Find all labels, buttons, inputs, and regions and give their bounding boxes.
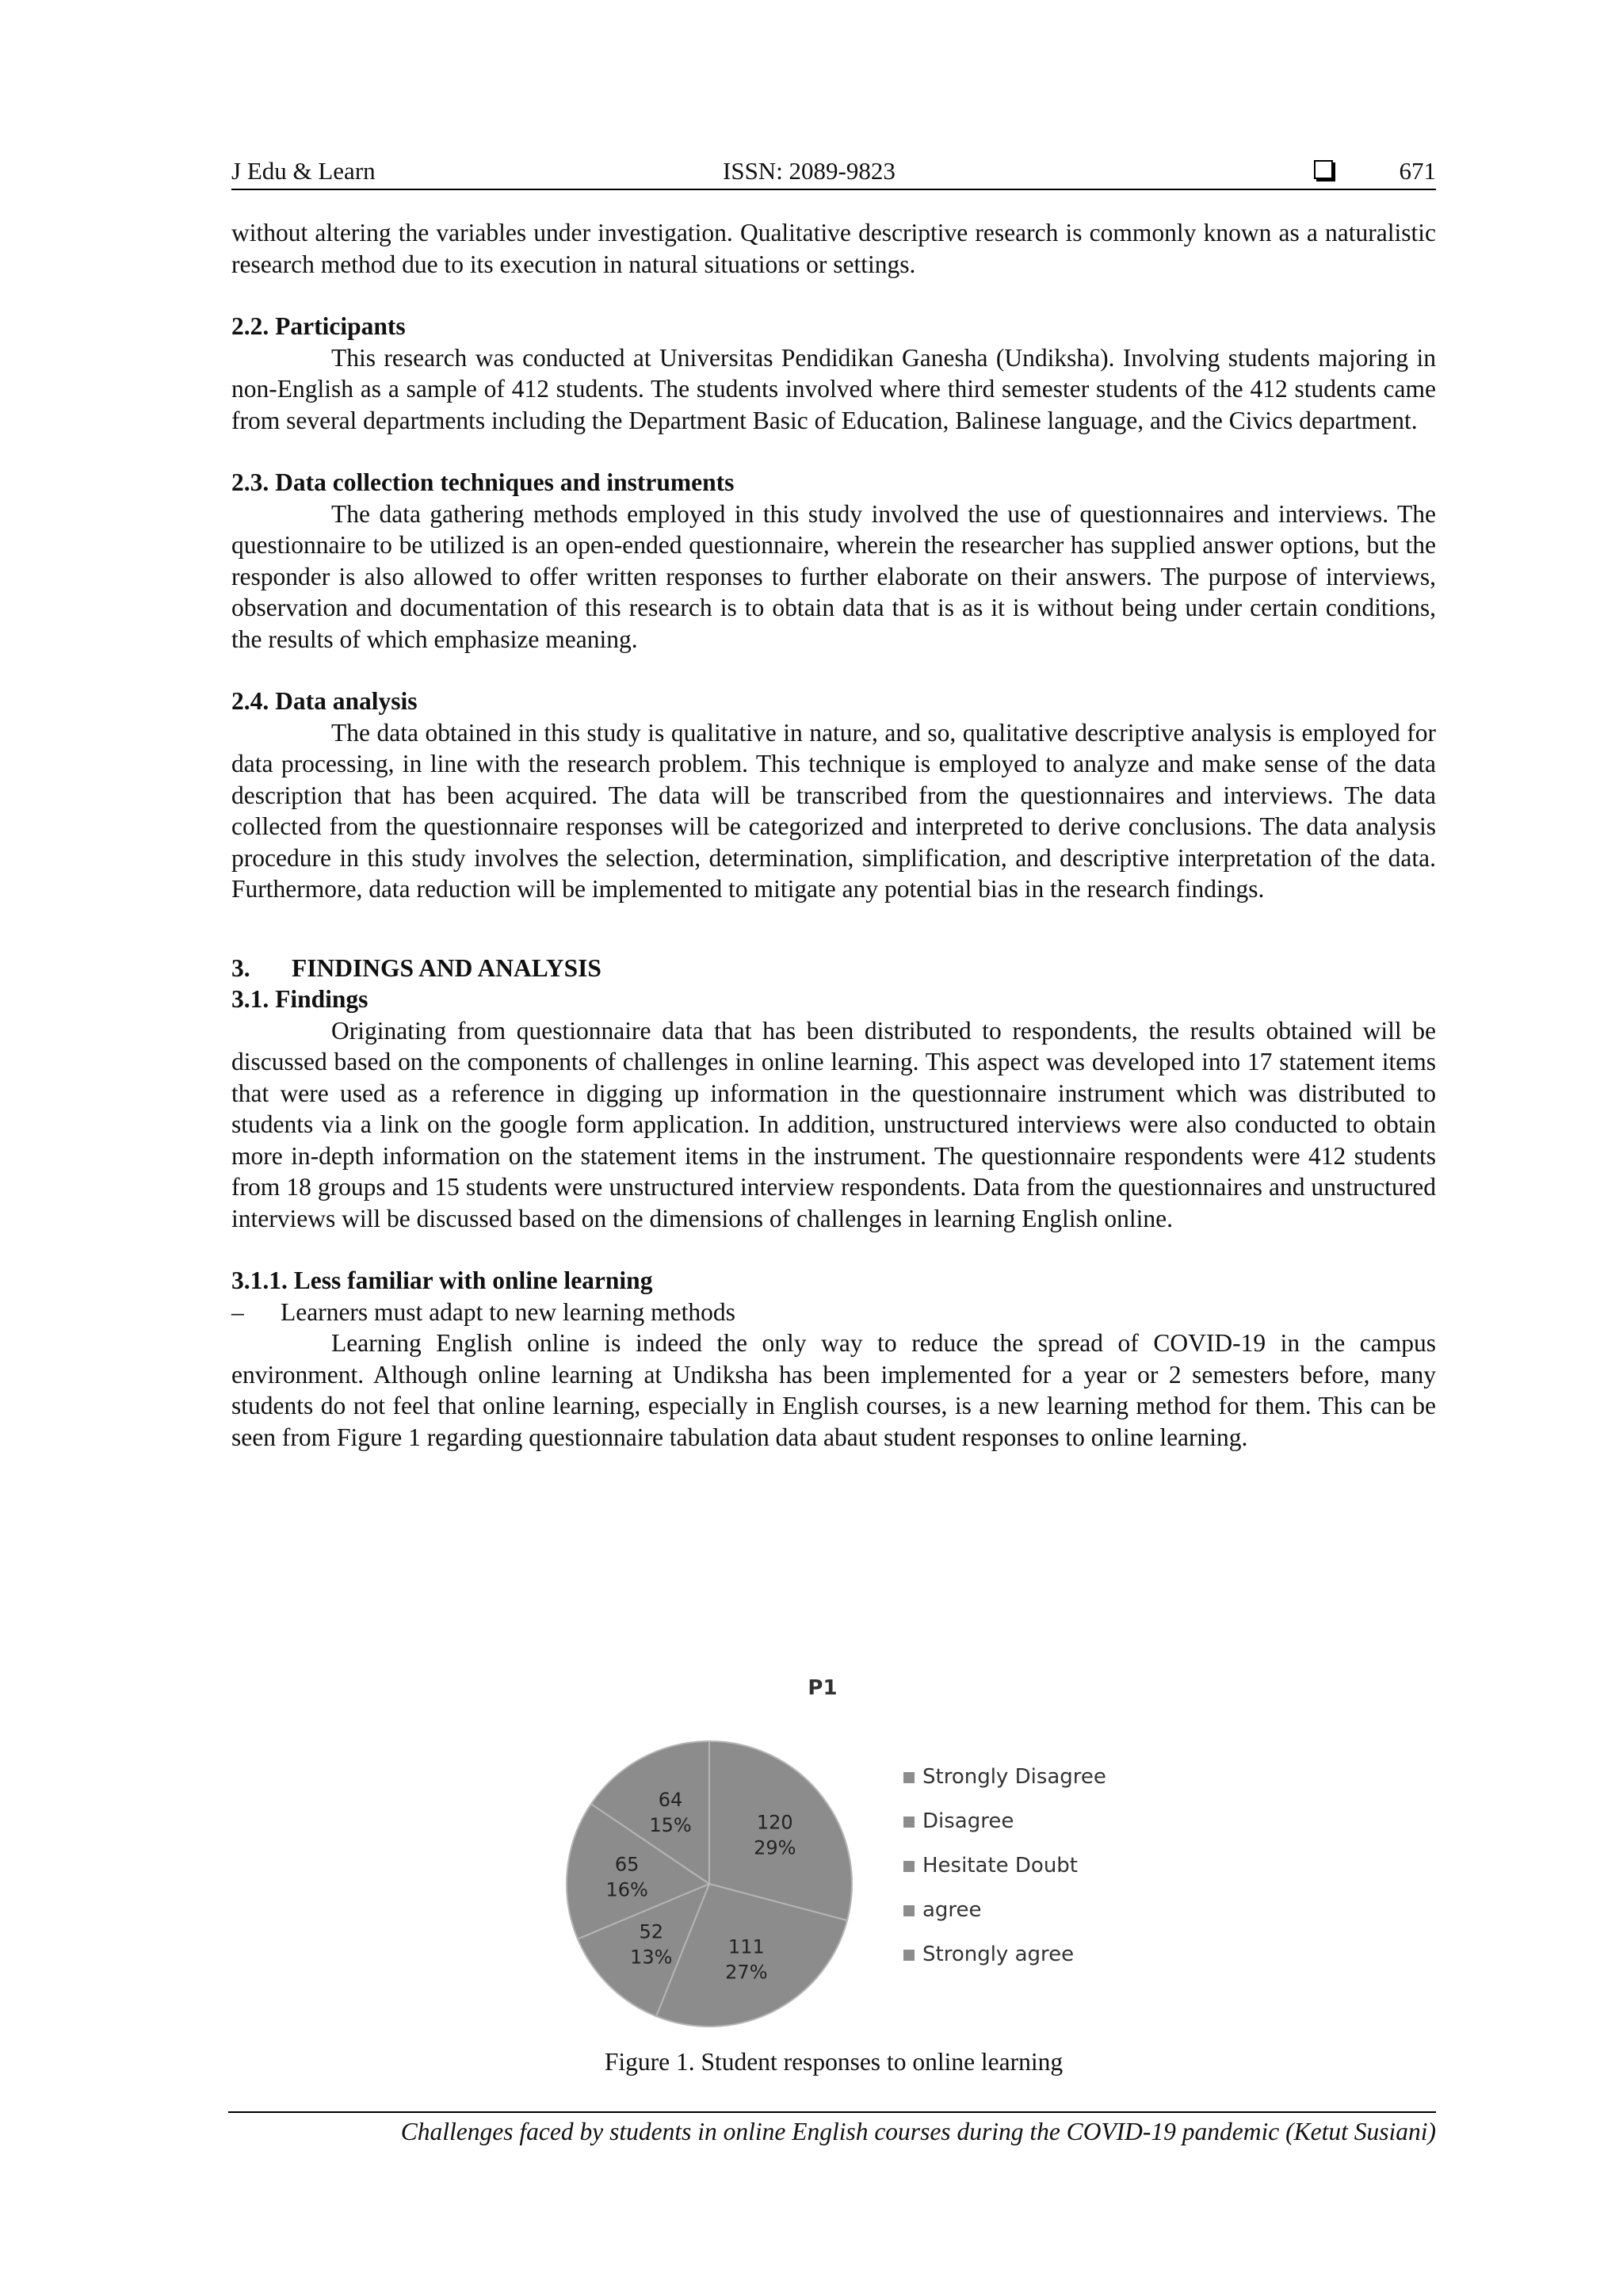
chart-title: P1 bbox=[808, 1676, 838, 1700]
pie-value-label-2: 52 bbox=[639, 1920, 664, 1943]
findings-paragraph: Originating from questionnaire data that has been distributed to respondents, the results obtained will be discussed based on the components of challenges in online learning. This aspect was developed into 17 statement items that were used as a reference in digging up information in the questionnaire instrument which was distributed to students via a link on the google form application. In addition, unstructured interviews were also conducted to obtain more in-depth information on the statement items in the instrument. The questionnaire respondents were 412 students from 18 groups and 15 students were unstructured interview respondents. Data from the questionnaires and unstructured interviews will be discussed based on the dimensions of challenges in learning English online. bbox=[231, 1016, 1436, 1232]
bullet-dash: – bbox=[231, 1297, 244, 1326]
legend-label-0: Strongly Disagree bbox=[922, 1765, 1106, 1789]
pie-value-label-0: 120 bbox=[756, 1811, 793, 1834]
running-header bbox=[231, 157, 1436, 190]
legend-label-4: Strongly agree bbox=[922, 1943, 1075, 1966]
participants-heading: 2.2. Participants bbox=[231, 312, 406, 340]
running-footer: Challenges faced by students in online English courses during the COVID-19 pandemic (Ketut Susiani) bbox=[228, 2111, 1436, 2146]
section-3-heading bbox=[231, 953, 1436, 984]
data-collection-paragraph: The data gathering methods employed in this study involved the use of questionnaires and interviews. The questionnaire to be utilized is an open-ended questionnaire, wherein the researcher has supplied answer options, but the responder is also allowed to offer written responses to further elaborate on their answers. The purpose of interviews, observation and documentation of this research is to obtain data that is as it is without being under certain conditions, the results of which emphasize meaning. bbox=[231, 499, 1436, 653]
intro-paragraph: without altering the variables under investigation. Qualitative descriptive research is commonly known as a naturalistic research method due to its execution in natural situations or settings. bbox=[231, 219, 1436, 278]
page-number: 671 bbox=[1399, 157, 1436, 185]
legend-swatch-0 bbox=[903, 1772, 915, 1783]
pie-value-label-1: 111 bbox=[727, 1935, 765, 1958]
bullet-text: Learners must adapt to new learning methods bbox=[281, 1297, 735, 1326]
issn: ISSN: 2089-9823 bbox=[723, 157, 896, 185]
section-3-title: FINDINGS AND ANALYSIS bbox=[292, 953, 601, 982]
legend-swatch-3 bbox=[903, 1905, 915, 1916]
pie-percent-label-1: 27% bbox=[725, 1961, 768, 1984]
pie-percent-label-4: 15% bbox=[649, 1813, 692, 1836]
legend-label-1: Disagree bbox=[922, 1809, 1014, 1833]
checkbox-square-icon bbox=[1314, 160, 1333, 179]
participants-paragraph: This research was conducted at Universitas Pendidikan Ganesha (Undiksha). Involving students majoring in non-English as a sample of 412 students. The students involved where third semester students of the 412 students came from several departments including the Department Basic of Education, Balinese language, and the Civics department. bbox=[231, 343, 1436, 434]
journal-name: J Edu & Learn bbox=[231, 157, 376, 185]
data-collection-heading: 2.3. Data collection techniques and instruments bbox=[231, 468, 735, 496]
legend-swatch-1 bbox=[903, 1817, 915, 1828]
legend-swatch-2 bbox=[903, 1861, 915, 1872]
legend-label-3: agree bbox=[922, 1898, 982, 1922]
section-3-number: 3. bbox=[231, 953, 250, 982]
pie-percent-label-3: 16% bbox=[605, 1878, 648, 1901]
bullet-item bbox=[231, 1297, 1436, 1328]
findings-heading: 3.1. Findings bbox=[231, 985, 369, 1013]
pie-value-label-4: 64 bbox=[658, 1788, 683, 1811]
figure-caption: Figure 1. Student responses to online learning bbox=[604, 2048, 1064, 2076]
figure-1 bbox=[555, 1656, 1157, 2053]
pie-percent-label-0: 29% bbox=[754, 1836, 796, 1859]
legend-swatch-4 bbox=[903, 1950, 915, 1961]
pie-value-label-3: 65 bbox=[614, 1853, 640, 1876]
body-text bbox=[231, 217, 1436, 1453]
pie-percent-label-2: 13% bbox=[630, 1946, 673, 1969]
data-analysis-heading: 2.4. Data analysis bbox=[231, 687, 418, 715]
data-analysis-paragraph: The data obtained in this study is qualitative in nature, and so, qualitative descriptive analysis is employed for data processing, in line with the research problem. This technique is employed to analyze and make sense of the data description that has been acquired. The data will be transcribed from the questionnaires and interviews. The data collected from the questionnaire responses will be categorized and interpreted to derive conclusions. The data analysis procedure in this study involves the selection, determination, simplification, and descriptive interpretation of the data. Furthermore, data reduction will be implemented to mitigate any potential bias in the research findings. bbox=[231, 718, 1436, 903]
online-learning-paragraph: Learning English online is indeed the only way to reduce the spread of COVID-19 in the campus environment. Although online learning at Undiksha has been implemented for a year or 2 semesters before, many students do not feel that online learning, especially in English courses, is a new learning method for them. This can be seen from Figure 1 regarding questionnaire tabulation data abaut student responses to online learning. bbox=[231, 1329, 1436, 1451]
legend-label-2: Hesitate Doubt bbox=[922, 1854, 1079, 1878]
subsection-heading: 3.1.1. Less familiar with online learning bbox=[231, 1266, 653, 1294]
pie-chart bbox=[555, 1656, 1157, 2053]
